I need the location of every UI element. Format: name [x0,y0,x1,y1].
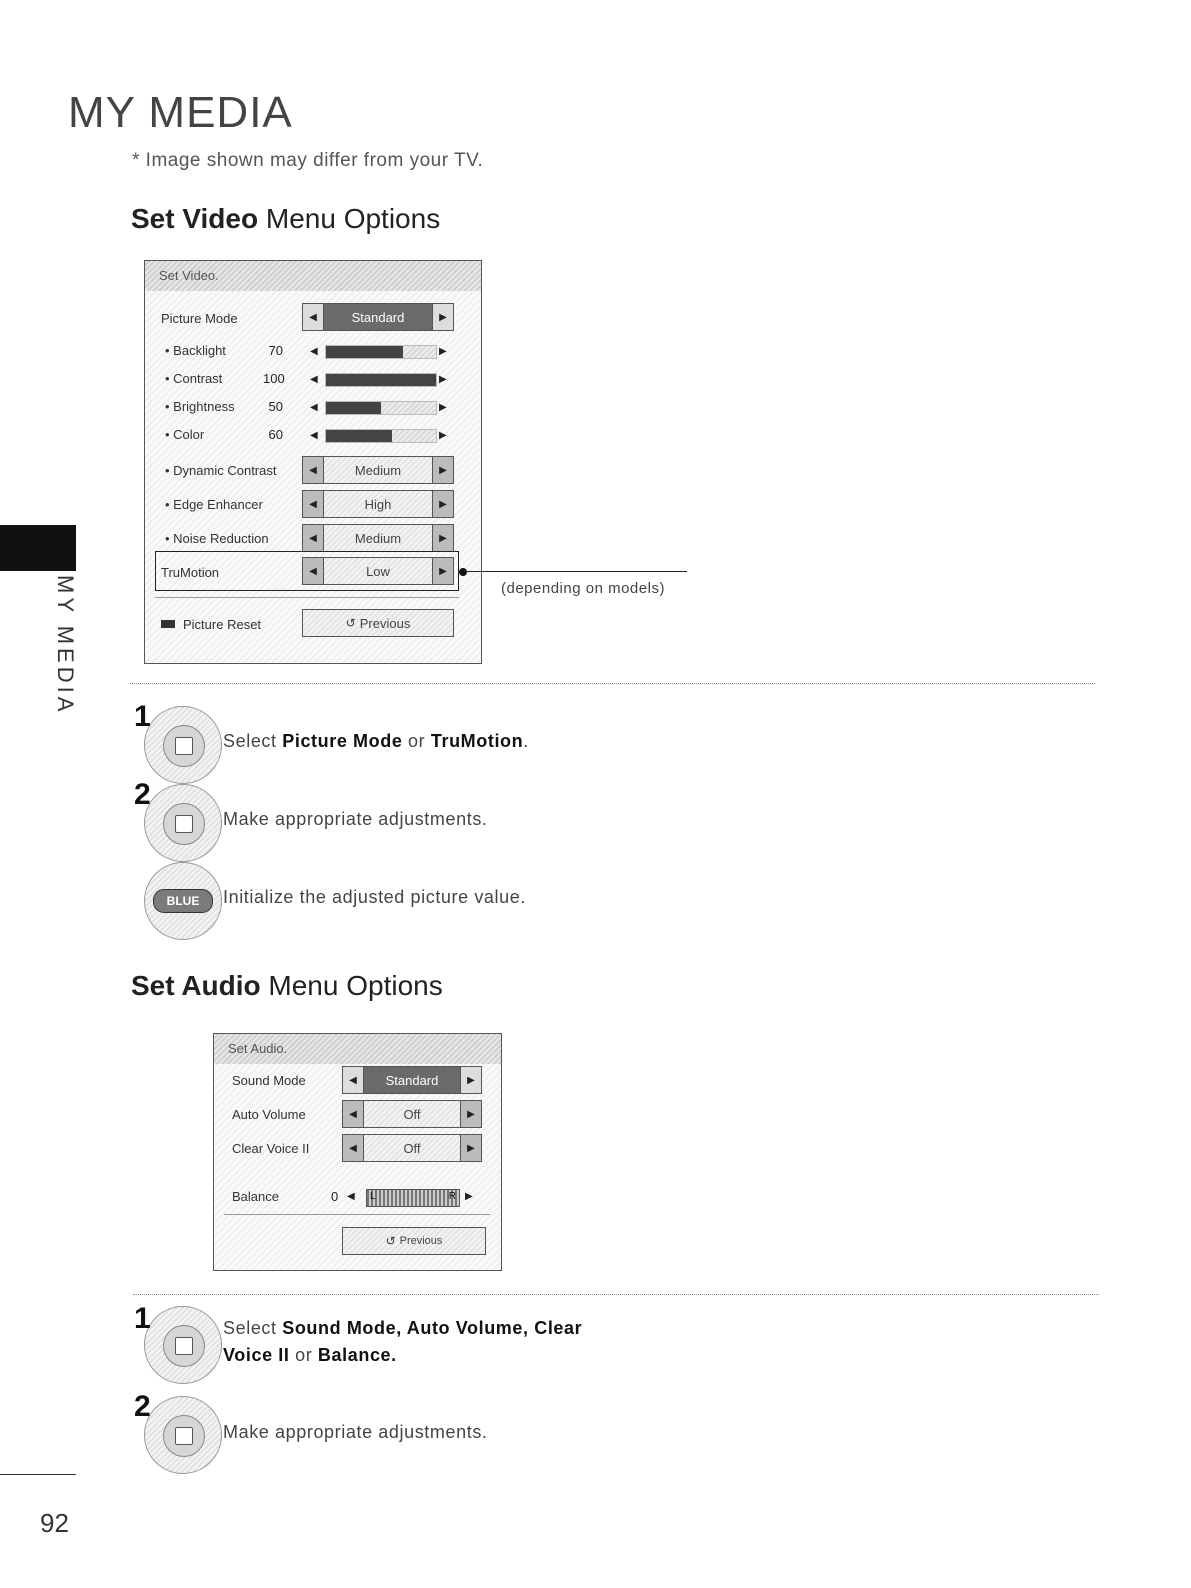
menu-header [214,1034,501,1064]
audio-step-2-text: Make appropriate adjustments. [223,1422,488,1442]
slider-bar[interactable] [325,429,437,443]
step-2-leftright-icon [144,784,222,862]
balance-right-label: R [448,1191,456,1202]
arrow-right-icon[interactable]: ▶ [432,491,453,517]
arrow-left-icon[interactable]: ◀ [303,558,324,584]
select-label: • Edge Enhancer [165,497,263,512]
picture-mode-select[interactable] [302,303,454,331]
slider-bar[interactable] [325,345,437,359]
select-value: Medium [354,462,402,478]
audio-step-1-text: Select Sound Mode, Auto Volume, Clear Voice II or Balance. [223,1318,583,1365]
slider-fill [326,402,381,414]
previous-button[interactable] [342,1227,486,1255]
set-audio-menu [213,1033,502,1271]
step-number: 1 [134,700,151,733]
step-number: 2 [134,778,151,811]
balance-label: Balance [232,1189,279,1204]
audio-title-bold: Set Audio [131,970,261,1001]
balance-value: 0 [331,1189,339,1204]
side-tab-marker [0,525,76,571]
slider-value: 60 [268,427,283,442]
balance-slider[interactable] [366,1189,460,1207]
video-step-2-text: Make appropriate adjustments. [223,809,488,829]
page-number: 92 [40,1508,69,1538]
audio-option-label: Sound Mode [232,1073,306,1088]
menu-header-label: Set Audio. [228,1041,288,1056]
arrow-left-icon[interactable]: ◀ [347,1191,355,1202]
side-tab-label: MY MEDIA [53,575,78,716]
select-value: High [364,496,392,512]
callout-text: (depending on models) [501,580,665,597]
menu-header-label: Set Video. [159,268,219,283]
arrow-right-icon[interactable]: ▶ [432,525,453,551]
previous-label: Previous [359,615,411,631]
arrow-left-icon[interactable]: ◀ [303,457,324,483]
arrow-right-icon[interactable]: ▶ [432,558,453,584]
select-label: • Noise Reduction [165,531,269,546]
slider-value: 50 [268,399,283,414]
arrow-left-icon[interactable]: ◀ [303,525,324,551]
blue-key-icon [161,620,175,628]
arrow-left-icon[interactable]: ◀ [310,374,318,385]
slider-label: • Backlight [165,343,226,358]
arrow-left-icon[interactable]: ◀ [310,430,318,441]
menu-divider [224,1214,490,1215]
audio-option-value: Off [403,1140,421,1156]
audio-title-rest: Menu Options [268,970,443,1001]
slider-label: • Brightness [165,399,235,414]
arrow-right-icon[interactable]: ▶ [432,304,453,330]
slider-value: 100 [263,371,285,386]
trumotion-select[interactable] [302,557,454,585]
step-1-updown-icon [144,706,222,784]
arrow-left-icon[interactable]: ◀ [343,1101,364,1127]
previous-label: Previous [399,1235,443,1247]
video-step-3-text: Initialize the adjusted picture value. [223,887,526,907]
arrow-left-icon[interactable]: ◀ [310,402,318,413]
slider-bar[interactable] [325,373,437,387]
trumotion-label: TruMotion [161,565,220,580]
page-title: MY MEDIA [68,88,293,137]
arrow-right-icon[interactable]: ▶ [439,430,447,441]
audio-option-label: Auto Volume [232,1107,306,1122]
picture-mode-value: Standard [351,309,405,325]
option-select[interactable] [302,524,454,552]
trumotion-value: Low [366,563,390,579]
set-video-menu [144,260,482,664]
return-icon: ↺ [385,1234,396,1248]
video-title-bold: Set Video [131,203,259,234]
callout-dot [459,568,467,576]
arrow-right-icon[interactable]: ▶ [439,402,447,413]
blue-button-icon [144,862,222,940]
callout-line [464,571,687,572]
audio-option-select[interactable] [342,1066,482,1094]
footer-rule [0,1474,76,1475]
slider-fill [326,374,436,386]
slider-bar[interactable] [325,401,437,415]
slider-value: 70 [268,343,283,358]
audio-option-value: Off [403,1106,421,1122]
slider-label: • Color [165,427,205,442]
return-icon: ↺ [345,616,356,630]
arrow-left-icon[interactable]: ◀ [303,304,324,330]
blue-button-label: BLUE [153,889,213,913]
audio-option-select[interactable] [342,1134,482,1162]
option-select[interactable] [302,456,454,484]
audio-section-title [131,970,443,1002]
arrow-left-icon[interactable]: ◀ [343,1135,364,1161]
picture-mode-label: Picture Mode [161,311,238,326]
select-value: Medium [354,530,402,546]
arrow-right-icon[interactable]: ▶ [439,346,447,357]
arrow-right-icon[interactable]: ▶ [460,1135,481,1161]
step-2-leftright-icon [144,1396,222,1474]
slider-fill [326,430,392,442]
audio-option-select[interactable] [342,1100,482,1128]
video-section-title [131,203,440,235]
step-1-updown-icon [144,1306,222,1384]
arrow-right-icon[interactable]: ▶ [465,1191,473,1202]
step-number: 1 [134,1302,151,1335]
arrow-right-icon[interactable]: ▶ [460,1101,481,1127]
audio-option-label: Clear Voice II [232,1141,310,1156]
arrow-right-icon[interactable]: ▶ [460,1067,481,1093]
section-divider [133,1294,1099,1295]
slider-label: • Contrast [165,371,223,386]
arrow-left-icon[interactable]: ◀ [343,1067,364,1093]
section-divider [130,683,1095,684]
previous-button[interactable] [302,609,454,637]
select-label: • Dynamic Contrast [165,463,277,478]
video-title-rest: Menu Options [265,203,441,234]
video-step-1-text: Select Picture Mode or TruMotion. [223,731,529,751]
slider-fill [326,346,403,358]
menu-divider [155,597,459,598]
arrow-right-icon[interactable]: ▶ [432,457,453,483]
arrow-right-icon[interactable]: ▶ [439,374,447,385]
image-note: * Image shown may differ from your TV. [132,150,484,171]
option-select[interactable] [302,490,454,518]
audio-option-value: Standard [385,1072,439,1088]
arrow-left-icon[interactable]: ◀ [310,346,318,357]
menu-header [145,261,481,291]
arrow-left-icon[interactable]: ◀ [303,491,324,517]
balance-left-label: L [370,1191,376,1202]
step-number: 2 [134,1390,151,1423]
picture-reset-label[interactable]: Picture Reset [183,617,262,632]
